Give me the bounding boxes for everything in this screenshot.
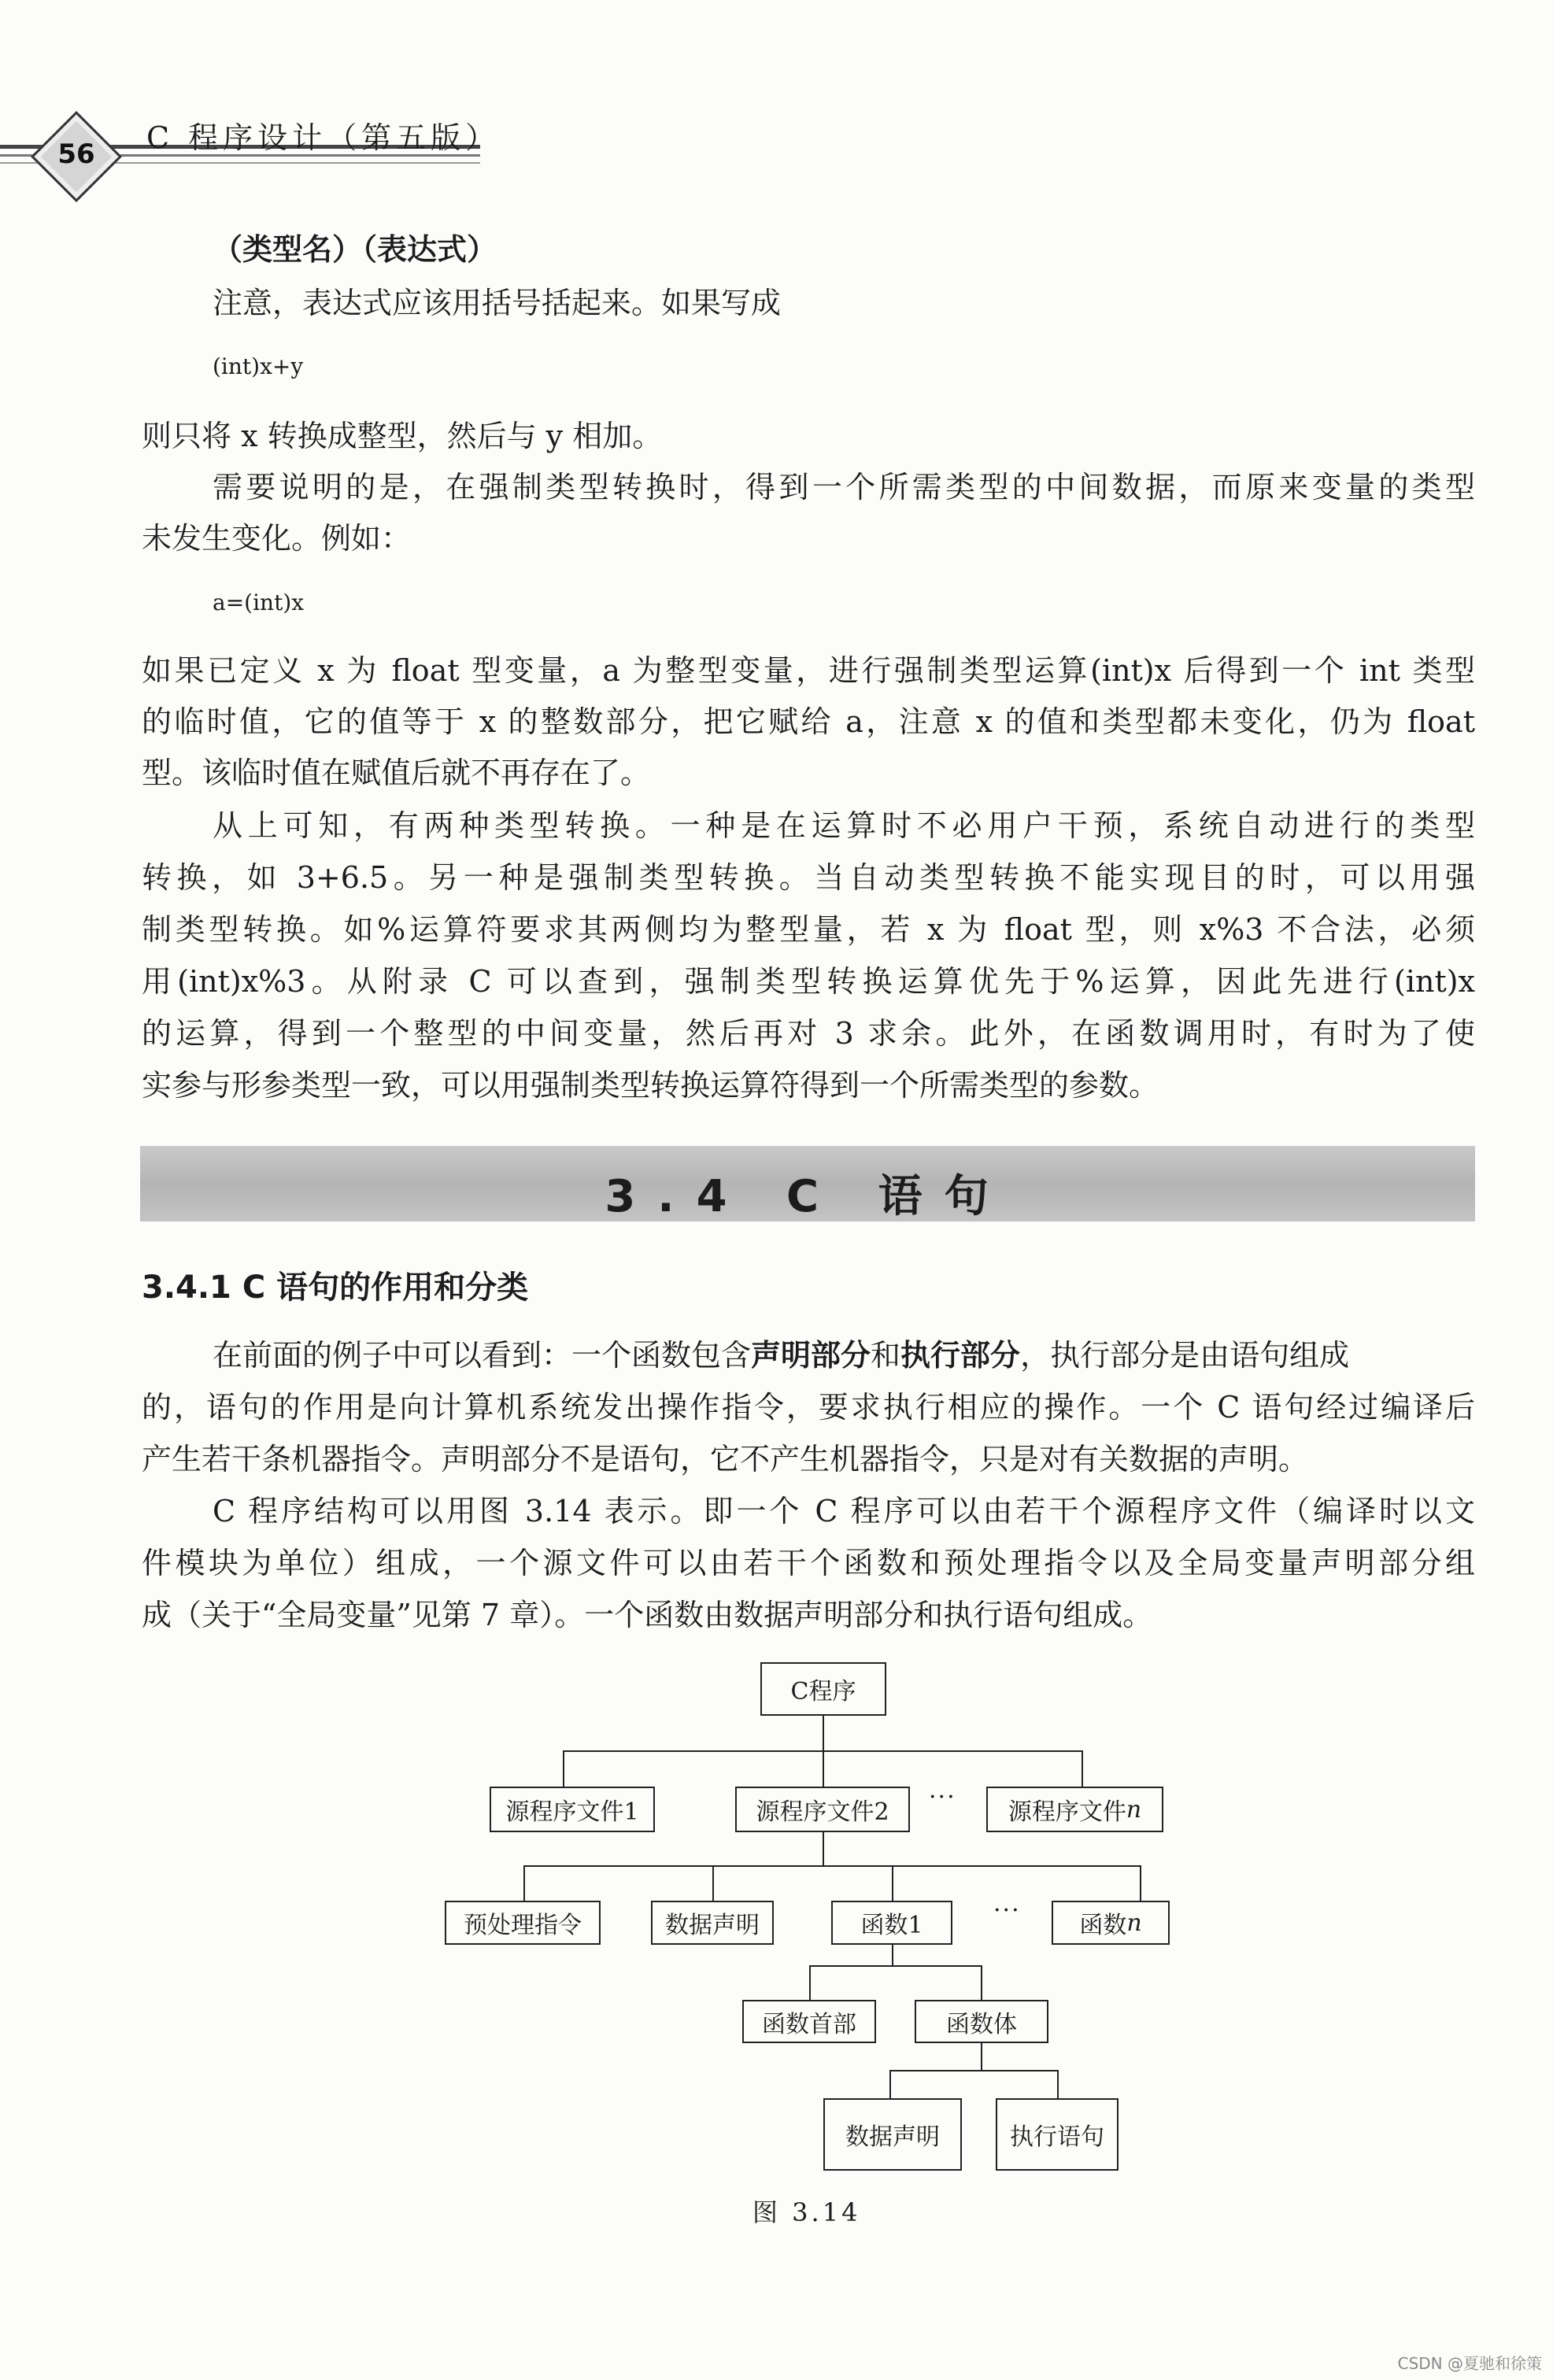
body-line: 产生若干条机器指令。声明部分不是语句，它不产生机器指令，只是对有关数据的声明。 [142,1442,1309,1476]
node-label-subscript: n [1126,1795,1142,1824]
connector [892,1942,893,1966]
connector [889,2070,891,2098]
node-label: 源程序文件 [1008,1798,1126,1826]
emphasis-text: 执行部分 [900,1338,1021,1373]
emphasis-text: 声明部分 [751,1338,871,1373]
figure-caption: 图 3.14 [752,2197,861,2227]
diagram-node-data-declaration-2: 数据声明 [823,2098,962,2171]
diagram-node-source-file-n [986,1787,1163,1832]
body-line: 需要说明的是，在强制类型转换时，得到一个所需类型的中间数据，而原来变量的类型 [213,470,1475,504]
diagram-node-preprocessor: 预处理指令 [445,1901,601,1945]
diagram-node-source-file-1: 源程序文件1 [490,1787,655,1832]
body-line: 转换，如 3+6.5。另一种是强制类型转换。当自动类型转换不能实现目的时，可以用强 [142,860,1475,895]
text-run: 在前面的例子中可以看到：一个函数包含 [213,1338,752,1373]
body-line: 的，语句的作用是向计算机系统发出操作指令，要求执行相应的操作。一个 C 语句经过编译后 [142,1390,1475,1425]
body-line [213,1338,1350,1373]
connector [823,1716,824,1751]
body-line: 的运算，得到一个整型的中间变量，然后再对 3 求余。此外，在函数调用时，有时为了使 [142,1016,1475,1051]
connector [1082,1750,1083,1787]
body-line: 未发生变化。例如： [142,521,412,556]
page-number: 56 [57,139,95,170]
connector [1140,1865,1141,1901]
connector [809,1965,982,1967]
connector [1057,2070,1059,2098]
ellipsis: ··· [929,1783,956,1811]
book-title: C 程序设计（第五版） [146,120,501,155]
body-line: 如果已定义 x 为 float 型变量，a 为整型变量，进行强制类型运算(int)x 后得到一个 int 类型 [142,653,1475,688]
node-label-subscript: n [1126,1909,1142,1937]
code-line: (int)x+y [213,353,304,379]
body-line: 从上可知，有两种类型转换。一种是在运算时不必用户干预，系统自动进行的类型 [213,808,1475,843]
connector [809,1965,811,2000]
body-line: 实参与形参类型一致，可以用强制类型转换运算符得到一个所需类型的参数。 [142,1068,1159,1103]
connector [889,2070,1059,2071]
connector [823,1750,824,1787]
section-title: 3.4 C 语句 [605,1171,1011,1222]
body-line: 型。该临时值在赋值后就不再存在了。 [142,756,651,790]
body-line: 用(int)x%3。从附录 C 可以查到，强制类型转换运算优先于%运算，因此先进行(int)x [142,964,1475,999]
body-line: 的临时值，它的值等于 x 的整数部分，把它赋给 a，注意 x 的值和类型都未变化，仍为 float [142,704,1475,739]
body-line: 则只将 x 转换成整型，然后与 y 相加。 [142,419,663,453]
node-label: 函数 [1079,1912,1127,1939]
diagram-node-function-n [1052,1901,1170,1945]
section-banner [140,1146,1475,1221]
connector [563,1750,564,1787]
body-line: 件模块为单位）组成，一个源文件可以由若干个函数和预处理指令以及全局变量声明部分组 [142,1546,1475,1580]
connector [823,1831,824,1865]
diagram-node-source-file-2: 源程序文件2 [735,1787,910,1832]
body-line: 制类型转换。如%运算符要求其两侧均为整型量，若 x 为 float 型，则 x%3 不合法，必须 [142,912,1475,947]
body-line: 成（关于“全局变量”见第 7 章）。一个函数由数据声明部分和执行语句组成。 [142,1598,1153,1632]
connector [523,1865,525,1901]
connector [981,2041,982,2071]
diagram-node-executable-statement: 执行语句 [996,2098,1119,2171]
body-line: C 程序结构可以用图 3.14 表示。即一个 C 程序可以由若干个源程序文件（编译时以文 [213,1494,1475,1528]
body-line: 注意，表达式应该用括号括起来。如果写成 [213,286,782,320]
diagram-node-c-program: C程序 [760,1662,886,1716]
connector [892,1865,893,1901]
connector [523,1865,1141,1867]
subsection-title: 3.4.1 C 语句的作用和分类 [142,1269,529,1306]
syntax-line: （类型名）（表达式） [213,232,497,267]
ellipsis: ··· [993,1897,1021,1924]
connector [712,1865,714,1901]
connector [981,1965,982,2000]
code-line: a=(int)x [213,589,305,615]
diagram-node-function-header: 函数首部 [742,2000,876,2043]
text-run: ，执行部分是由语句组成 [1020,1338,1350,1373]
diagram-node-data-declaration: 数据声明 [651,1901,774,1945]
diagram-node-function-body: 函数体 [915,2000,1048,2043]
text-run: 和 [871,1338,901,1373]
diagram-node-function-1: 函数1 [831,1901,952,1945]
watermark: CSDN @夏驰和徐策 [1397,2354,1542,2373]
